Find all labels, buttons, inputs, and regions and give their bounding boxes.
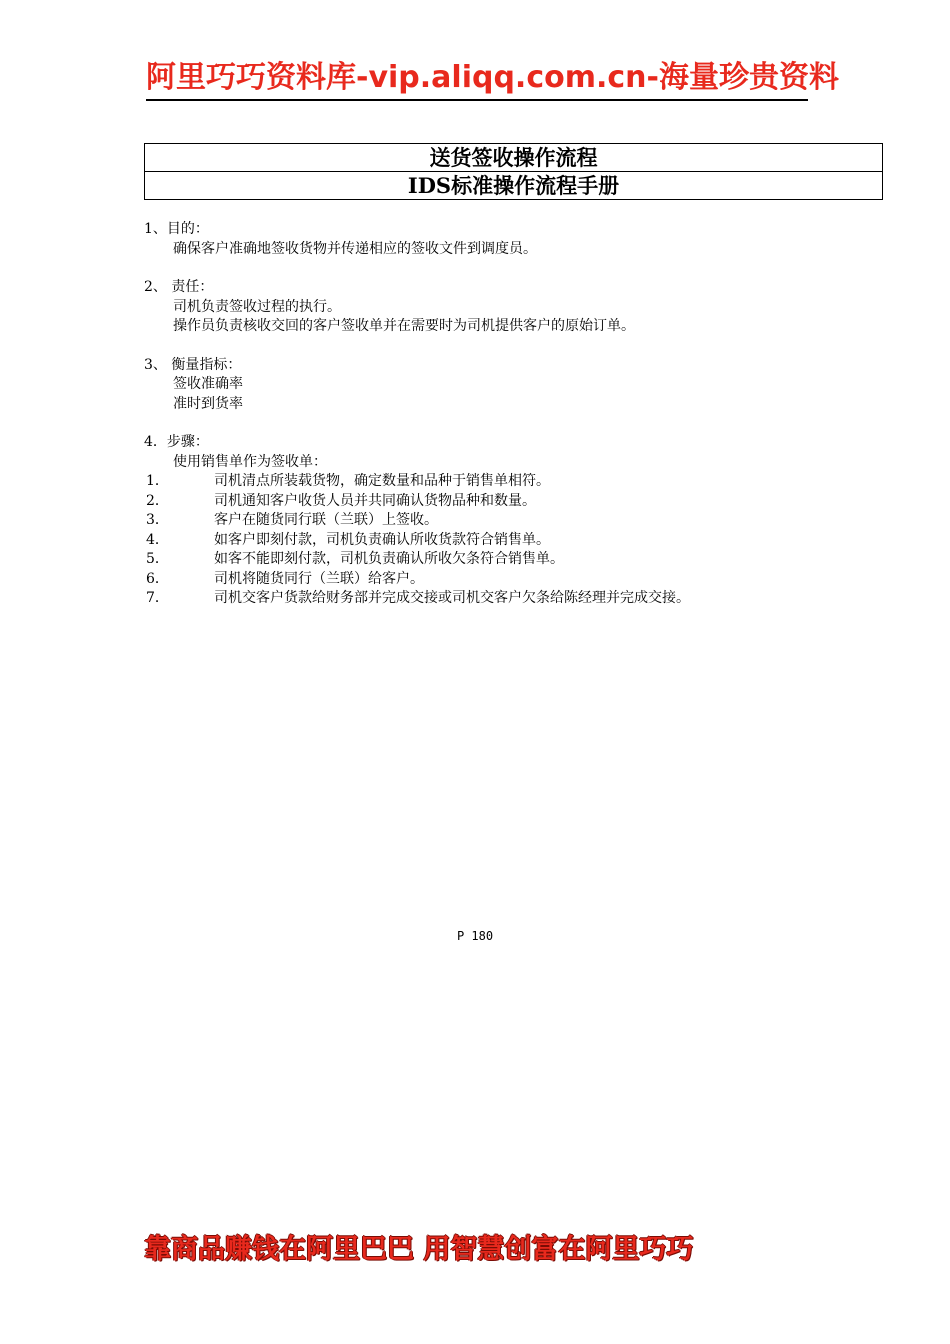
step-item — [144, 492, 884, 512]
step-number: 7． — [146, 590, 169, 606]
section-heading: 1、目的： — [144, 221, 209, 237]
section-steps — [144, 433, 884, 609]
page-number: P 180 — [456, 929, 494, 943]
step-text: 司机通知客户收货人员并共同确认货物品种和数量。 — [214, 492, 536, 509]
step-text: 司机将随货同行（兰联）给客户。 — [214, 570, 424, 587]
step-number: 2． — [146, 492, 169, 509]
step-item — [144, 511, 884, 531]
header-divider — [146, 99, 808, 101]
section-line: 司机负责签收过程的执行。 — [173, 298, 341, 315]
step-text: 客户在随货同行联（兰联）上签收。 — [214, 512, 438, 528]
section-line: 确保客户准确地签收货物并传递相应的签收文件到调度员。 — [173, 240, 537, 257]
header-banner: 阿里巧巧资料库-vip.aliqq.com.cn-海量珍贵资料 — [146, 60, 839, 95]
footer-banner: 靠商品赚钱在阿里巴巴 用智慧创富在阿里巧巧 — [144, 1234, 694, 1265]
step-number: 1． — [146, 473, 169, 489]
title-box — [144, 143, 883, 200]
section-metrics — [144, 356, 884, 415]
step-item — [144, 550, 884, 570]
section-heading: 3、 衡量指标： — [144, 356, 242, 373]
step-text: 如客不能即刻付款，司机负责确认所收欠条符合销售单。 — [214, 551, 564, 567]
section-line: 操作员负责核收交回的客户签收单并在需要时为司机提供客户的原始订单。 — [173, 318, 635, 334]
steps-intro: 使用销售单作为签收单： — [173, 453, 327, 470]
document-body — [144, 220, 884, 628]
document-title: 送货签收操作流程 — [429, 145, 598, 170]
section-purpose — [144, 220, 884, 259]
step-text: 司机清点所装载货物，确定数量和品种于销售单相符。 — [214, 473, 550, 489]
step-number: 3． — [146, 512, 169, 528]
section-line: 准时到货率 — [173, 395, 243, 412]
step-text: 如客户即刻付款，司机负责确认所收货款符合销售单。 — [214, 531, 550, 548]
step-number: 4． — [146, 531, 169, 548]
step-item — [144, 472, 884, 492]
section-line: 签收准确率 — [173, 376, 243, 392]
step-item — [144, 589, 884, 609]
section-heading: 2、 责任： — [144, 279, 214, 295]
step-text: 司机交客户货款给财务部并完成交接或司机交客户欠条给陈经理并完成交接。 — [214, 590, 690, 606]
section-responsibility — [144, 278, 884, 337]
step-item — [144, 570, 884, 590]
step-item — [144, 531, 884, 551]
manual-title: IDS标准操作流程手册 — [145, 171, 882, 199]
step-number: 5． — [146, 551, 169, 567]
step-number: 6． — [146, 570, 169, 587]
section-heading: 4．步骤： — [144, 434, 209, 450]
